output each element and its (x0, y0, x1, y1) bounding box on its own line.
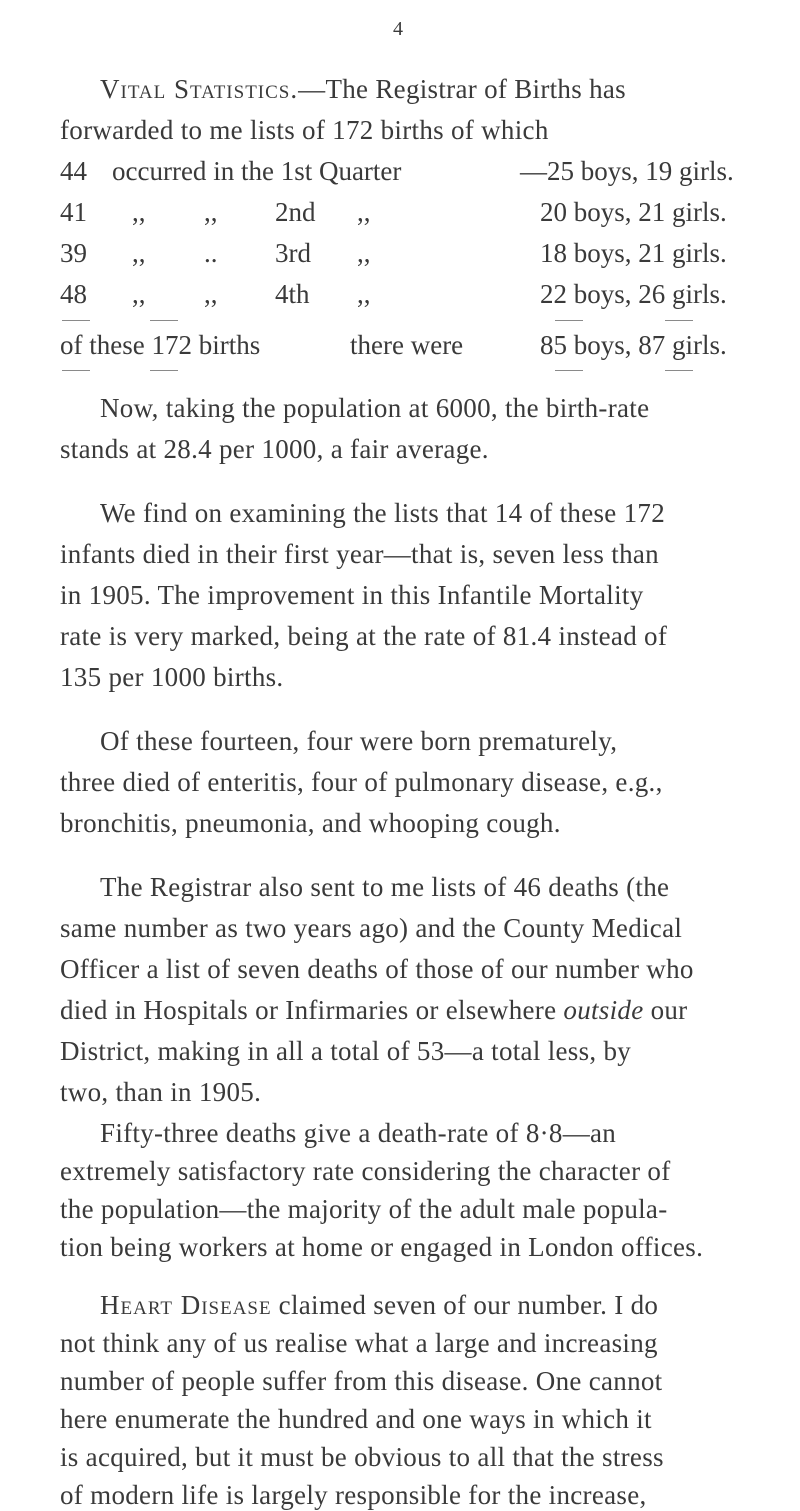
para1-line: Now, taking the population at 6000, the birth-rate (100, 393, 650, 423)
para3-line: bronchitis, pneumonia, and whooping cough. (60, 808, 561, 838)
para4-line: Officer a list of seven deaths of those of our number who (60, 954, 694, 984)
quarter-result: 20 boys, 21 girls. (540, 197, 727, 227)
para6-line: not think any of us realise what a large and increasing (60, 1328, 658, 1358)
divider (62, 370, 90, 371)
para2-line: infants died in their first year—that is, seven less than (60, 539, 659, 569)
para5-line: the population—the majority of the adult male popula- (60, 1194, 668, 1224)
page-number: 4 (393, 18, 403, 40)
para6-line: number of people suffer from this disease. One cannot (60, 1366, 663, 1396)
divider (62, 320, 90, 321)
quarter-result: —25 boys, 19 girls. (520, 156, 734, 186)
para6-line: here enumerate the hundred and one ways in which it (60, 1404, 652, 1434)
total-result: 85 boys, 87 girls. (540, 330, 727, 360)
para2-line: rate is very marked, being at the rate of 81.4 instead of (60, 621, 668, 651)
divider (665, 320, 693, 321)
quarter-text: occurred in the 1st Quarter (112, 156, 402, 186)
quarter-label: 3rd (275, 238, 311, 268)
intro-line-1-text: —The Registrar of Births has (298, 74, 626, 104)
ditto-mark: ,, (132, 279, 146, 309)
para4-line: same number as two years ago) and the County Medical (60, 913, 683, 943)
ditto-mark: .. (204, 238, 218, 268)
ditto-mark: ,, (357, 197, 371, 227)
quarter-result: 22 boys, 26 girls. (540, 279, 727, 309)
ditto-mark: ,, (357, 238, 371, 268)
quarter-count: 39 (60, 238, 87, 268)
para4-line: died in Hospitals or Infirmaries or elsewhere outside our (60, 995, 688, 1025)
divider (150, 320, 178, 321)
divider (555, 370, 583, 371)
para1-line: stands at 28.4 per 1000, a fair average. (60, 434, 489, 464)
para3-line: three died of enteritis, four of pulmonary disease, e.g., (60, 767, 663, 797)
para3-line: Of these fourteen, four were born prematurely, (100, 726, 618, 756)
section-heading-vital-statistics: Vital Statistics. (100, 74, 299, 104)
para2-line: in 1905. The improvement in this Infantile Mortality (60, 580, 644, 610)
para4-line: District, making in all a total of 53—a total less, by (60, 1036, 632, 1066)
para5-line: tion being workers at home or engaged in London offices. (60, 1232, 704, 1262)
para5-line: extremely satisfactory rate considering the character of (60, 1156, 671, 1186)
para4-line: two, than in 1905. (60, 1077, 262, 1107)
quarter-result: 18 boys, 21 girls. (540, 238, 727, 268)
intro-line-1 (100, 74, 740, 105)
para5-line: Fifty-three deaths give a death-rate of 8·8—an (100, 1118, 617, 1148)
para4-line: The Registrar also sent to me lists of 46 deaths (the (100, 872, 670, 902)
divider (665, 370, 693, 371)
ditto-mark: ,, (204, 279, 218, 309)
ditto-mark: ,, (132, 197, 146, 227)
quarter-count: 41 (60, 197, 87, 227)
total-middle: there were (350, 330, 464, 360)
divider (555, 320, 583, 321)
para2-line: We find on examining the lists that 14 of these 172 (100, 498, 666, 528)
ditto-mark: ,, (132, 238, 146, 268)
intro-line-2: forwarded to me lists of 172 births of which (60, 115, 549, 145)
divider (150, 370, 178, 371)
emphasis-outside: outside (563, 995, 644, 1025)
quarter-count: 44 (60, 156, 87, 186)
ditto-mark: ,, (357, 279, 371, 309)
quarter-count: 48 (60, 279, 87, 309)
section-heading-heart-disease: Heart Disease (100, 1290, 272, 1320)
ditto-mark: ,, (204, 197, 218, 227)
para6-line: is acquired, but it must be obvious to all that the stress (60, 1442, 664, 1472)
para2-line: 135 per 1000 births. (60, 662, 284, 692)
quarter-label: 4th (275, 279, 310, 309)
para6-line: of modern life is largely responsible for the increase, (60, 1480, 647, 1510)
total-label: of these 172 births (60, 330, 261, 360)
quarter-label: 2nd (275, 197, 316, 227)
para6-line: Heart Disease claimed seven of our number. I do (100, 1290, 659, 1320)
